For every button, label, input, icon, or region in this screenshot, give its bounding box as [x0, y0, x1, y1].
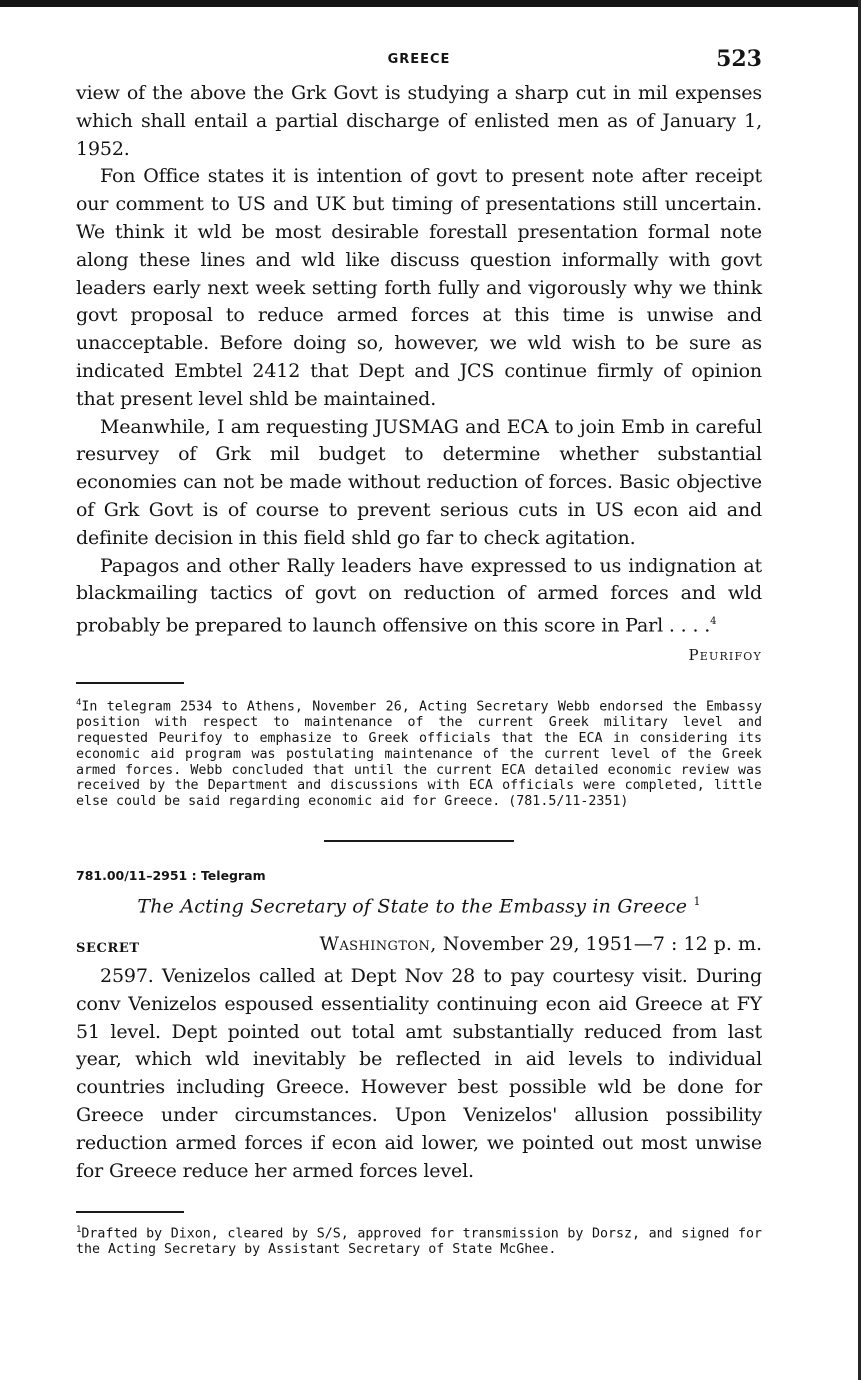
top-border [0, 0, 861, 7]
paragraph-papagos [76, 553, 762, 641]
paragraph-fon-office: Fon Office states it is intention of govt to present note after receipt our comment to US and UK but timing of presentations still uncertain. We think it wld be most desirable forestall presentation formal note along these lines and wld like discuss question informally with govt leaders early next week setting forth fully and vigorously why we think govt proposal to reduce armed forces at this time is unwise and unacceptable. Before doing so, however, we wld wish to be sure as indicated Embtel 2412 that Dept and JCS continue firmly of opinion that present level shld be maintained. [76, 165, 762, 410]
document-title [76, 895, 762, 917]
place-date [319, 933, 762, 955]
footnote-rule-2 [76, 1211, 184, 1213]
paragraph-continued: view of the above the Grk Govt is studying a sharp cut in mil expenses which shall entail a partial discharge of enlisted men as of January 1, 1952. [76, 82, 762, 160]
document-title-note: 1 [693, 894, 701, 908]
footnote-1 [76, 1223, 762, 1258]
footnote-1-mark: 1 [76, 1225, 82, 1236]
telegram-body: 2597. Venizelos called at Dept Nov 28 to pay courtesy visit. During conv Venizelos espoused essentiality continuing econ aid Greece at FY 51 level. Dept pointed out total amt substantially reduced from last year, which wld inevitably be reflected in aid levels to individual countries including Greece. However best possible wld be done for Greece under circumstances. Upon Venizelos' allusion possibility reduction armed forces if econ aid lower, we pointed out most unwise for Greece reduce her armed forces level. [76, 964, 762, 1182]
running-head-title: GREECE [387, 52, 451, 67]
footnote-ref-4: 4 [710, 616, 717, 628]
signature: Peurifoy [688, 646, 762, 665]
classification: SECRET [76, 940, 140, 956]
footnote-4 [76, 696, 762, 809]
running-head [76, 46, 762, 80]
footnote-1-text: Drafted by Dixon, cleared by S/S, approved for transmission by Dorsz, and signed for the Acting Secretary by Assistant Secretary of State McGhee. [76, 1226, 762, 1258]
document-id: 781.00/11–2951 : Telegram [76, 867, 266, 883]
dateline [76, 933, 762, 963]
paragraph-papagos-text: Papagos and other Rally leaders have expressed to us indignation at blackmailing tactics of govt on reduction of armed forces and wld probably be prepared to launch offensive on this score in Parl . . . . [76, 554, 762, 637]
document-title-text: The Acting Secretary of State to the Embassy in Greece [137, 894, 688, 917]
place: Washington, [319, 932, 437, 955]
footnote-4-text: In telegram 2534 to Athens, November 26, Acting Secretary Webb endorsed the Embassy position with respect to maintenance of the current Greek military level and requested Peurifoy to emphasize to Greek officials that the ECA in considering its economic aid program was postulating maintenance of the current level of the Greek armed forces. Webb concluded that until the current ECA detailed economic review was received by the Department and discussions with ECA officials were completed, little else could be said regarding economic aid for Greece. (781.5/11-2351) [76, 699, 762, 809]
footnote-4-mark: 4 [76, 698, 82, 709]
section-separator [324, 840, 514, 842]
date: November 29, 1951—7 : 12 p. m. [442, 932, 762, 955]
page [76, 46, 762, 1258]
page-number: 523 [716, 46, 762, 72]
footnote-rule [76, 682, 184, 684]
paragraph-meanwhile: Meanwhile, I am requesting JUSMAG and ECA to join Emb in careful resurvey of Grk mil budget to determine whether substantial economies can not be made without reduction of forces. Basic objective of Grk Govt is of course to prevent serious cuts in US econ aid and definite decision in this field shld go far to check agitation. [76, 415, 762, 549]
